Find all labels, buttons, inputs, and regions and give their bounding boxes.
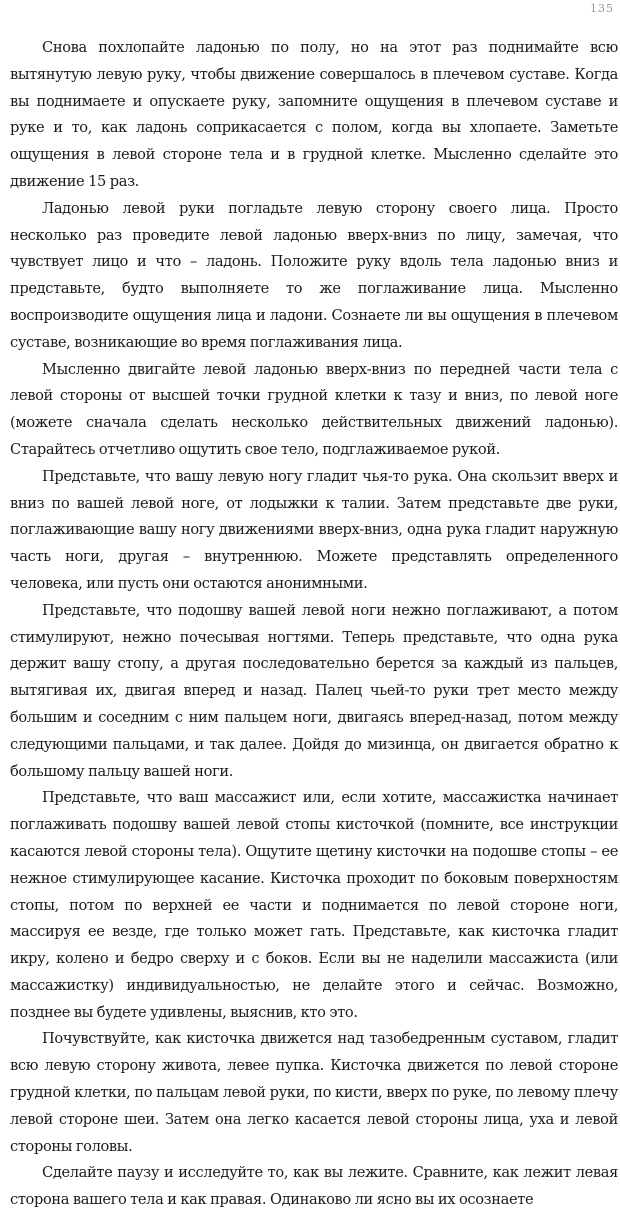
paragraph: Представьте, что ваш массажист или, если хотите, массажистка начинает поглаживать подошву вашей левой стопы кисточкой (помните, все инструкции касаются левой стороны тела). Ощутите щетину кисточки на подошве стопы – ее нежное стимулирующее касание. Кисточка проходит по боковым поверхностям стопы, потом по верхней ее части и поднимается по левой стороне ноги, массируя ее везде, где только может гать. Представьте, как кисточка гладит икру, колено и бедро сверху и с боков. Если вы не наделили массажиста (или массажистку) индивидуальностью, не делайте этого и сейчас. Возможно, позднее вы будете удивлены, выяснив, кто это.: [10, 789, 618, 1021]
paragraph: Представьте, что подошву вашей левой ноги нежно поглаживают, а потом стимулируют, нежно почесывая ногтями. Теперь представьте, что одна рука держит вашу стопу, а другая последовательно берется за каждый из пальцев, вытягивая их, двигая вперед и назад. Палец чьей-то руки трет место между большим и соседним с ним пальцем ноги, двигаясь вперед-назад, потом между следующими пальцами, и так далее. Дойдя до мизинца, он двигается обратно к большому пальцу вашей ноги.: [10, 601, 618, 780]
paragraph: Почувствуйте, как кисточка движется над тазобедренным суставом, гладит всю левую сторону живота, левее пупка. Кисточка движется по левой стороне грудной клетки, по пальцам левой руки, по кисти, вверх по руке, по левому плечу левой стороне шеи. Затем она легко касается левой стороны лица, уха и левой стороны головы.: [10, 1030, 618, 1155]
paragraph: Мысленно двигайте левой ладонью вверх-вниз по передней части тела с левой стороны от высшей точки грудной клетки к тазу и вниз, по левой ноге (можете сначала сделать несколько действительных движений ладонью). Старайтесь отчетливо ощутить свое тело, подглаживаемое рукой.: [10, 360, 618, 458]
paragraph: Снова похлопайте ладонью по полу, но на этот раз поднимайте всю вытянутую левую руку, чтобы движение совершалось в плечевом суставе. Когда вы поднимаете и опускаете руку, запомните ощущения в плечевом суставе и руке и то, как ладонь соприкасается с полом, когда вы хлопаете. Заметьте ощущения в левой стороне тела и в грудной клетке. Мысленно сделайте это движение 15 раз.: [10, 39, 618, 190]
paragraph: Представьте, что вашу левую ногу гладит чья-то рука. Она скользит вверх и вниз по вашей левой ноге, от лодыжки к талии. Затем представьте две руки, поглаживающие вашу ногу движениями вверх-вниз, одна рука гладит наружную часть ноги, другая – внутреннюю. Можете представлять определенного человека, или пусть они остаются анонимными.: [10, 467, 618, 592]
page-text: [10, 35, 618, 1214]
paragraph: Ладонью левой руки погладьте левую сторону своего лица. Просто несколько раз проведите левой ладонью вверх-вниз по лицу, замечая, что чувствует лицо и что – ладонь. Положите руку вдоль тела ладонью вниз и представьте, будто выполняете то же поглаживание лица. Мысленно воспроизводите ощущения лица и ладони. Сознаете ли вы ощущения в плечевом суставе, возникающие во время поглаживания лица.: [10, 199, 618, 351]
page-number: 135: [590, 2, 614, 15]
paragraph: Сделайте паузу и исследуйте то, как вы лежите. Сравните, как лежит левая сторона вашего тела и как правая. Одинаково ли ясно вы их осознаете: [10, 1164, 618, 1209]
